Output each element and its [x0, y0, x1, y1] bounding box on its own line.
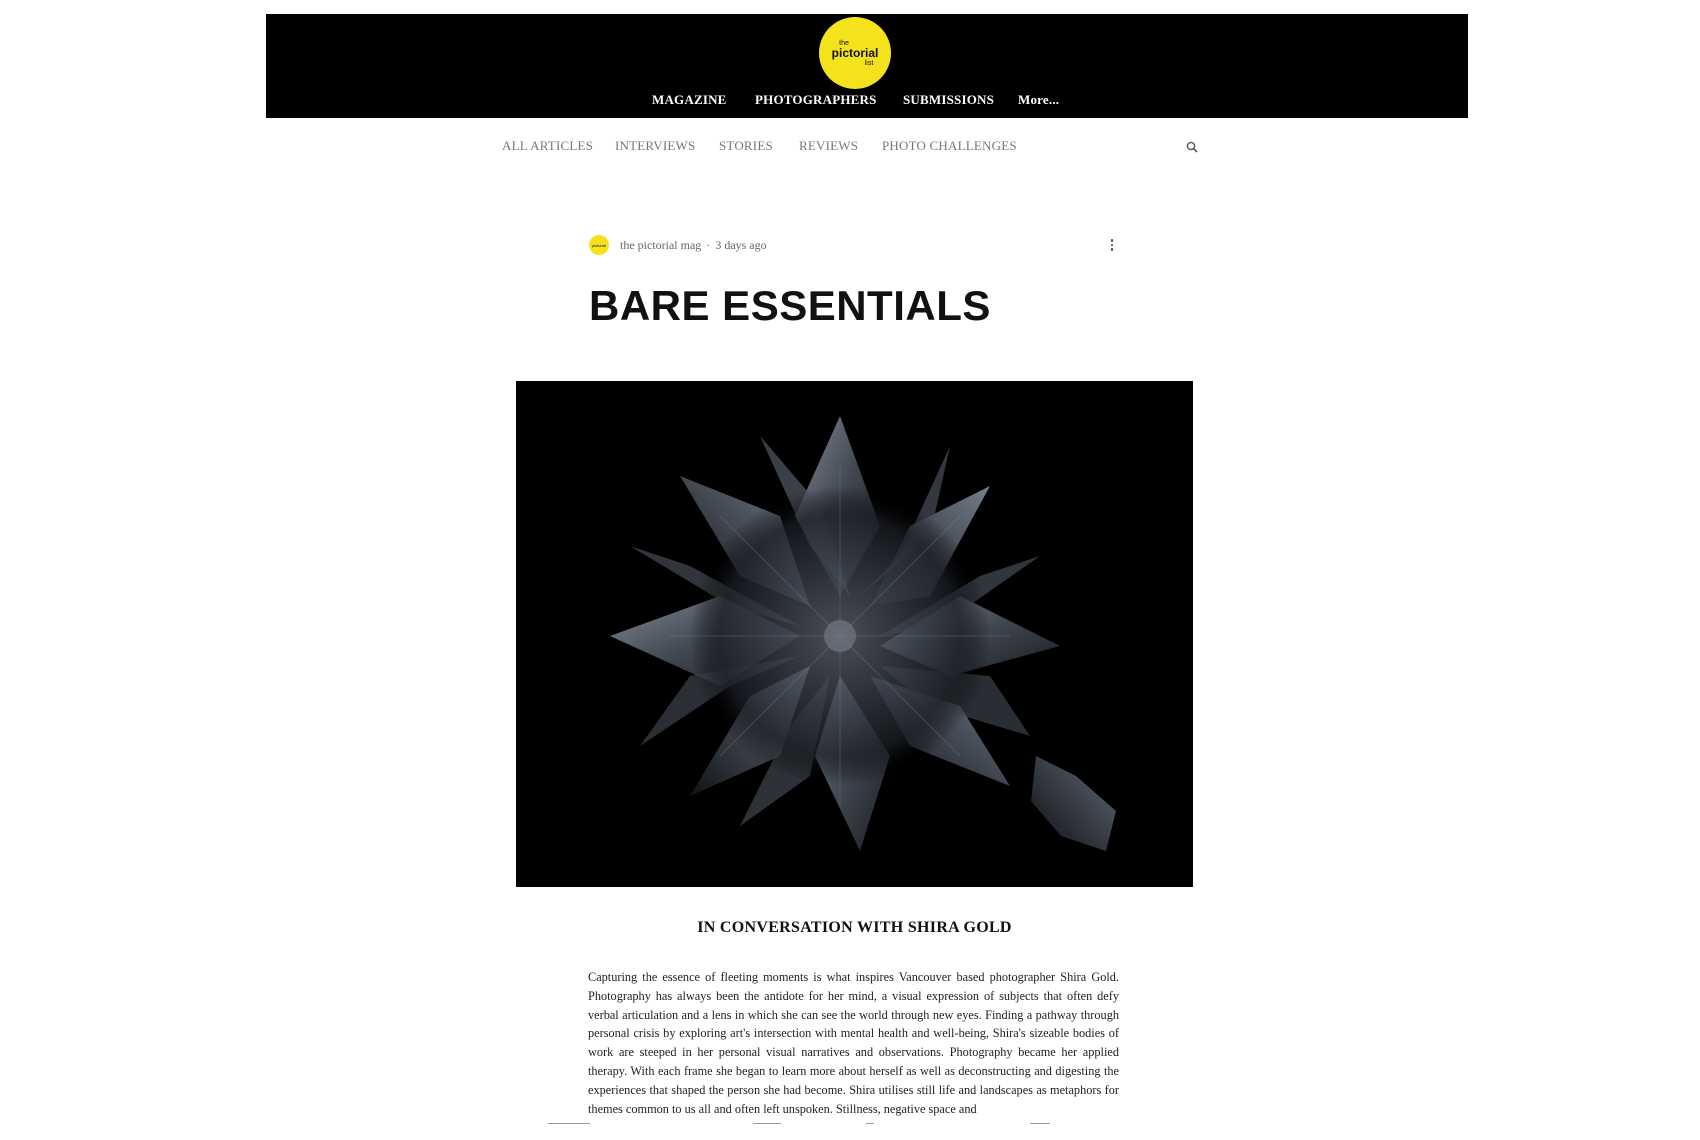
author-name[interactable]: the pictorial mag	[620, 237, 702, 252]
post-body: Capturing the essence of fleeting moments is what inspires Vancouver based photographer Shira Gold. Photography has always been the antidote for her mind, a visual expression of subjects that often defy verbal articulation and a lens in which she can see the world through new eyes. Finding a pathway through personal crisis by exploring art's intersection with mental health and well-being, Shira's sizeable bodies of work are steeped in her personal visual narratives and observations. Photography became her applied therapy. With each frame she began to learn more about herself as well as deconstructing and digesting the experiences that shaped the person she had become. Shira utilises still life and landscapes as metaphors for themes common to us all and often left unspoken. Stillness, negative space and	[588, 970, 1119, 1116]
nav-submissions[interactable]: SUBMISSIONS	[903, 92, 995, 107]
post-meta	[589, 234, 1124, 256]
divider	[753, 1123, 781, 1124]
category-all-articles[interactable]: ALL ARTICLES	[502, 138, 594, 153]
logo-text-list: list	[864, 59, 874, 67]
main-nav	[266, 92, 1468, 114]
logo-text-the: the	[839, 39, 849, 47]
category-photo-challenges[interactable]: PHOTO CHALLENGES	[882, 138, 1017, 153]
hero-image	[516, 381, 1193, 887]
nav-magazine[interactable]: MAGAZINE	[652, 92, 727, 107]
category-reviews[interactable]: REVIEWS	[799, 138, 859, 153]
divider	[1030, 1123, 1050, 1124]
author-avatar[interactable]: pictorial	[589, 235, 609, 255]
nav-more[interactable]: More...	[1018, 92, 1060, 107]
logo-text-pictorial: pictorial	[831, 45, 879, 60]
more-options-icon[interactable]	[1108, 236, 1116, 254]
nav-photographers[interactable]: PHOTOGRAPHERS	[755, 92, 877, 107]
divider	[548, 1123, 590, 1124]
site-logo[interactable]	[819, 17, 891, 89]
meta-separator: ·	[706, 237, 711, 252]
post-title: BARE ESSENTIALS	[589, 282, 991, 329]
post-subtitle: IN CONVERSATION WITH SHIRA GOLD	[697, 919, 1012, 936]
category-bar	[502, 138, 1202, 160]
category-interviews[interactable]: INTERVIEWS	[615, 138, 696, 153]
site-header	[266, 14, 1468, 118]
category-stories[interactable]: STORIES	[719, 138, 773, 153]
post-time: 3 days ago	[715, 237, 767, 252]
search-icon[interactable]	[1185, 140, 1199, 154]
divider	[866, 1123, 874, 1124]
